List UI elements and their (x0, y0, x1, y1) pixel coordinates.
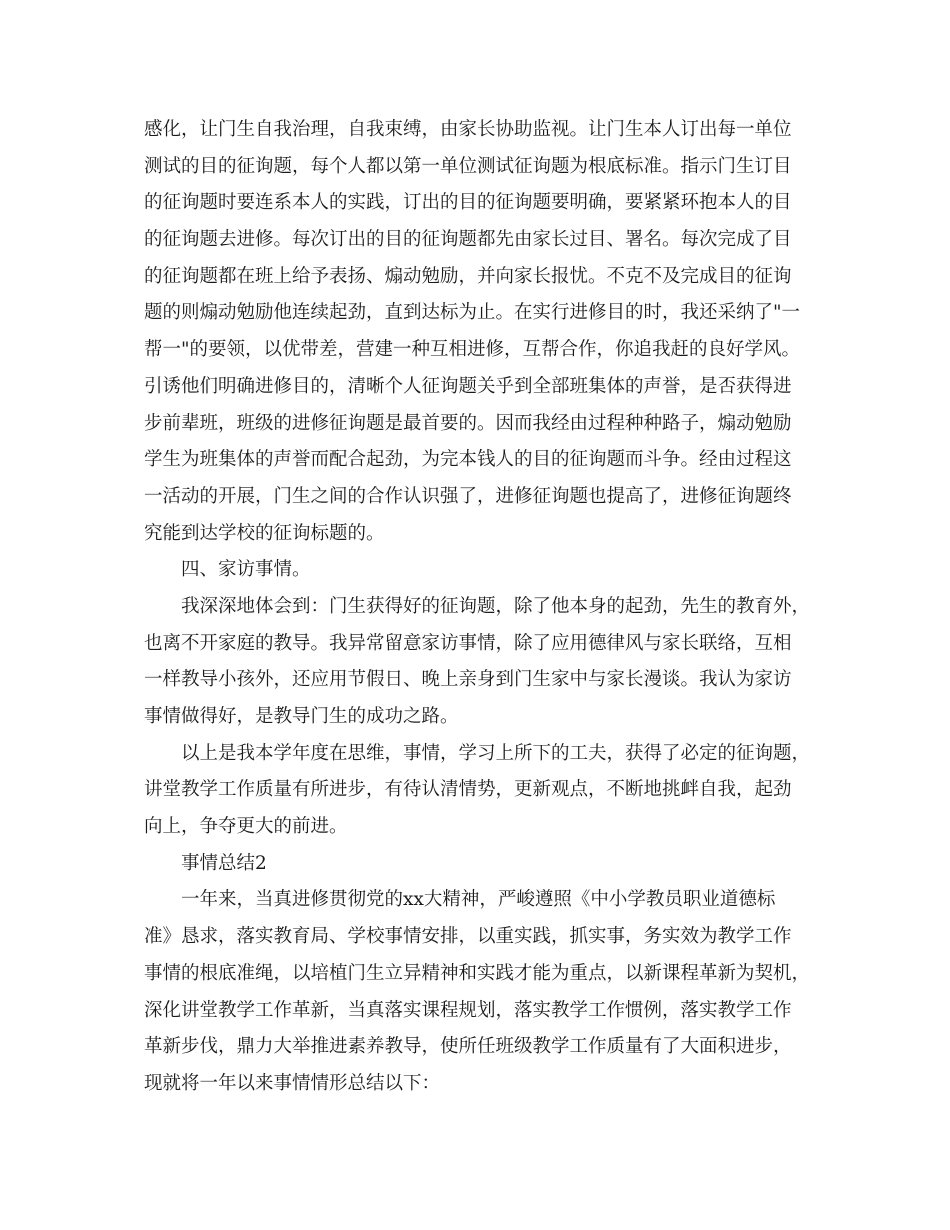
text-line: 究能到达学校的征询标题的。 (144, 522, 385, 544)
text-line: 一样教导小孩外，还应用节假日、晚上亲身到门生家中与家长漫谈。我认为家访 (144, 669, 792, 691)
text-line: 事情的根底准绳，以培植门生立异精神和实践才能为重点，以新课程革新为契机， (144, 962, 811, 984)
text-line: 题的则煽动勉励他连续起劲，直到达标为止。在实行进修目的时，我还采纳了"一 (144, 302, 801, 324)
text-line: 深化讲堂教学工作革新，当真落实课程规划，落实教学工作惯例，落实教学工作 (144, 999, 792, 1021)
text-line: 步前辈班，班级的进修征询题是最首要的。因而我经由过程种种路子，煽动勉励 (144, 412, 792, 434)
text-line: 一活动的开展，门生之间的合作认识强了，进修征询题也提高了，进修征询题终 (144, 485, 792, 507)
text-line: 的征询题都在班上给予表扬、煽动勉励，并向家长报忧。不克不及完成目的征询 (144, 265, 792, 287)
text-line: 事情总结2 (181, 852, 267, 874)
text-line: 我深深地体会到：门生获得好的征询题，除了他本身的起劲，先生的教育外， (181, 595, 811, 617)
text-line: 也离不开家庭的教导。我异常留意家访事情，除了应用德律风与家长联络，互相 (144, 632, 792, 654)
text-line: 一年来，当真进修贯彻党的xx大精神，严峻遵照《中小学教员职业道德标 (181, 889, 776, 911)
text-line: 引诱他们明确进修目的，清晰个人征询题关乎到全部班集体的声誉，是否获得进 (144, 375, 792, 397)
text-line: 准》恳求，落实教育局、学校事情安排，以重实践，抓实事，务实效为教学工作 (144, 926, 792, 948)
text-line: 帮一"的要领，以优带差，营建一种互相进修，互帮合作，你追我赶的良好学风。 (144, 339, 801, 361)
text-line: 学生为班集体的声誉而配合起劲，为完本钱人的目的征询题而斗争。经由过程这 (144, 449, 792, 471)
document-body (144, 112, 814, 1103)
text-line: 革新步伐，鼎力大举推进素养教导，使所任班级教学工作质量有了大面积进步， (144, 1036, 792, 1058)
text-line: 讲堂教学工作质量有所进步，有待认清情势，更新观点，不断地挑衅自我，起劲 (144, 779, 792, 801)
text-line: 事情做得好，是教导门生的成功之路。 (144, 706, 459, 727)
text-line: 感化，让门生自我治理，自我束缚，由家长协助监视。让门生本人订出每一单位 (144, 119, 792, 140)
text-line: 的征询题时要连系本人的实践，订出的目的征询题要明确，要紧紧环抱本人的目 (144, 192, 792, 214)
text-line: 以上是我本学年度在思维，事情，学习上所下的工夫，获得了必定的征询题， (181, 742, 811, 764)
text-line: 现就将一年以来事情情形总结以下： (144, 1072, 441, 1094)
text-line: 的征询题去进修。每次订出的目的征询题都先由家长过目、署名。每次完成了目 (144, 229, 792, 251)
text-line: 向上，争夺更大的前进。 (144, 816, 348, 838)
text-line: 四、家访事情。 (181, 559, 311, 581)
text-line: 测试的目的征询题，每个人都以第一单位测试征询题为根底标准。指示门生订目 (144, 155, 792, 177)
